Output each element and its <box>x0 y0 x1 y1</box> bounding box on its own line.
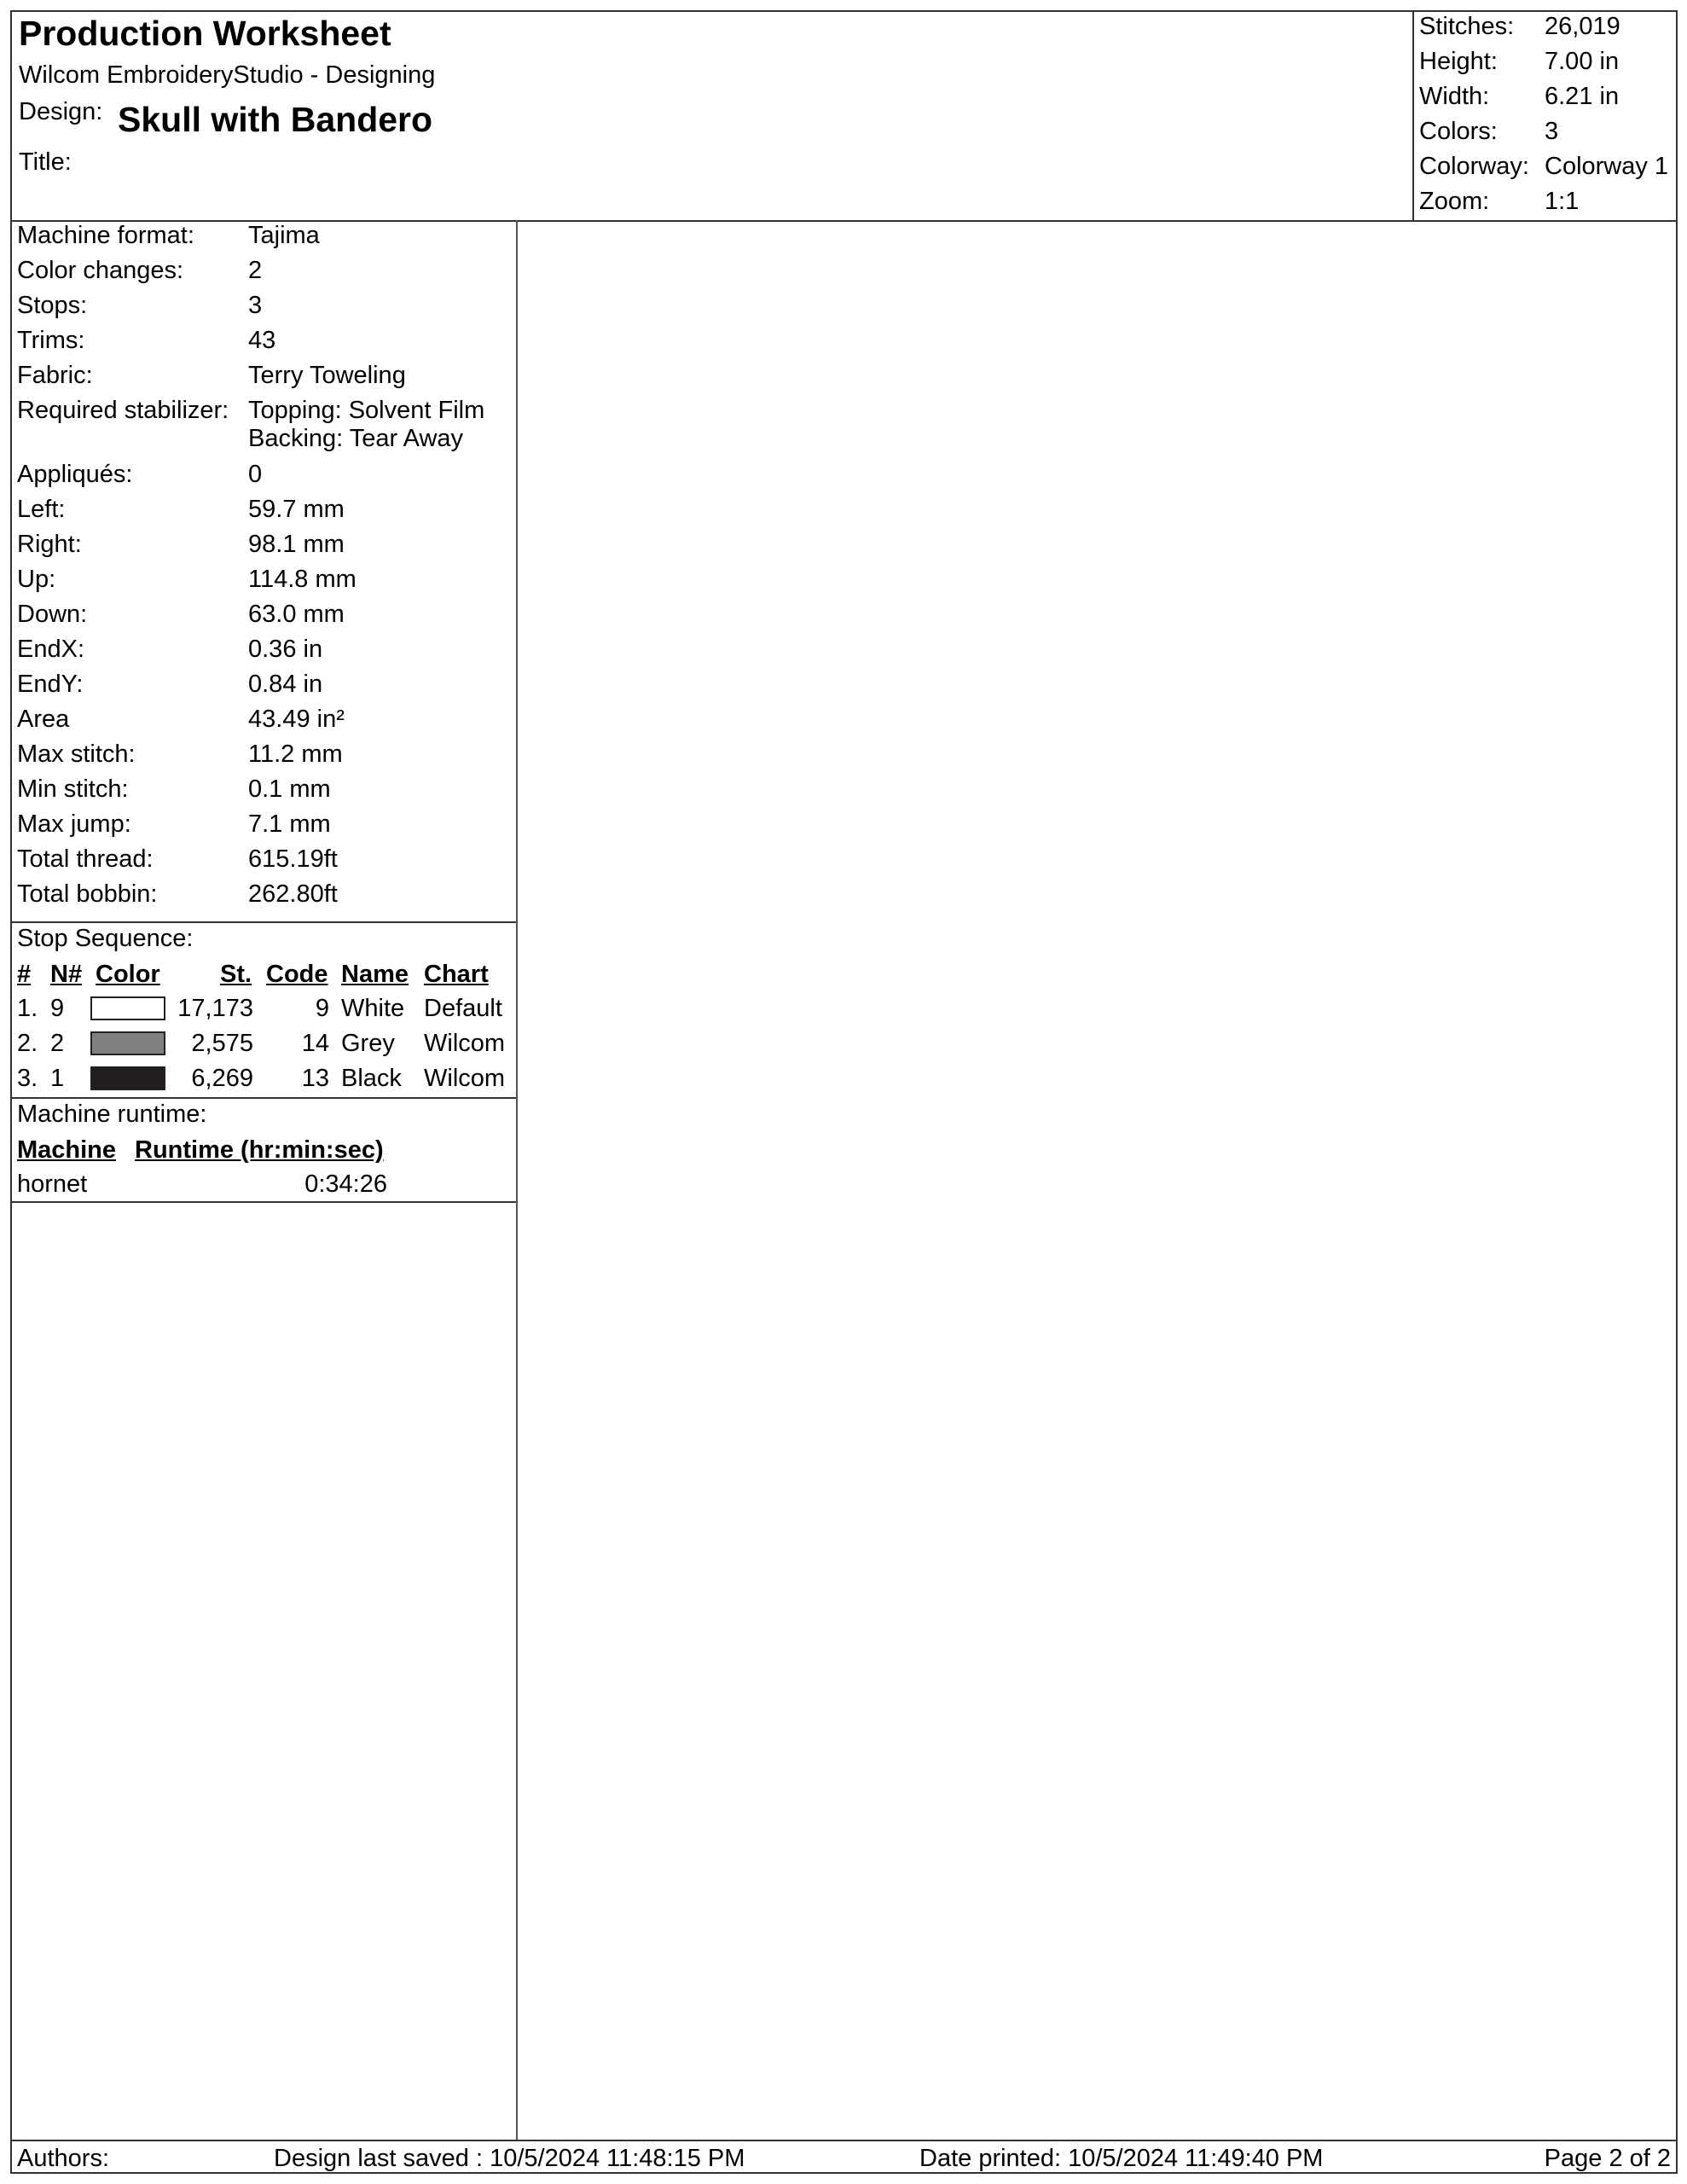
info-label: Up: <box>17 566 56 593</box>
stat-label: Stitches: <box>1419 13 1515 40</box>
col-header-stitches: St. <box>220 961 252 988</box>
machine-runtime-label: Machine runtime: <box>17 1101 207 1128</box>
design-label: Design: <box>19 98 103 125</box>
stat-value: 7.00 in <box>1545 48 1620 75</box>
info-value: 3 <box>248 292 263 319</box>
stat-label: Colors: <box>1419 118 1498 145</box>
row-num: 3. <box>17 1065 38 1092</box>
info-value: Topping: Solvent Film <box>248 397 485 424</box>
col-header-chart: Chart <box>424 961 489 988</box>
info-value: 63.0 mm <box>248 601 345 628</box>
section-divider <box>12 1097 516 1099</box>
info-value: 114.8 mm <box>248 566 357 593</box>
info-value: Tajima <box>248 222 320 249</box>
row-name: White <box>341 995 405 1022</box>
worksheet-header <box>12 12 1676 222</box>
col-header-code: Code <box>266 961 328 988</box>
stat-value: 26,019 <box>1545 13 1620 40</box>
info-label: Area <box>17 706 70 733</box>
row-stitches: 6,269 <box>191 1065 253 1092</box>
color-swatch-black <box>90 1066 165 1090</box>
info-label: Required stabilizer: <box>17 397 229 424</box>
info-label: Left: <box>17 496 66 523</box>
info-label: Stops: <box>17 292 88 319</box>
info-value: 0.36 in <box>248 636 323 663</box>
col-header-machine: Machine <box>17 1136 117 1164</box>
col-header-color: Color <box>96 961 160 988</box>
info-label: Right: <box>17 531 82 558</box>
details-column <box>12 220 518 2140</box>
row-chart: Default <box>424 995 502 1022</box>
row-stitches: 2,575 <box>191 1030 253 1057</box>
row-num: 1. <box>17 995 38 1022</box>
info-value-backing: Backing: Tear Away <box>248 425 464 452</box>
row-chart: Wilcom <box>424 1065 506 1092</box>
section-divider <box>12 921 516 923</box>
row-code: 14 <box>301 1030 329 1057</box>
row-machine: hornet <box>17 1170 88 1198</box>
col-header-name: Name <box>341 961 409 988</box>
stop-sequence-label: Stop Sequence: <box>17 925 194 952</box>
row-needle: 1 <box>50 1065 65 1092</box>
info-label: Min stitch: <box>17 775 129 803</box>
info-label: Trims: <box>17 327 85 354</box>
info-label: Appliqués: <box>17 461 133 488</box>
stat-value: 3 <box>1545 118 1559 145</box>
date-printed: Date printed: 10/5/2024 11:49:40 PM <box>919 2145 1324 2172</box>
info-value: 0.84 in <box>248 671 323 698</box>
info-label: Max jump: <box>17 810 131 838</box>
row-runtime: 0:34:26 <box>304 1170 387 1198</box>
info-label: EndY: <box>17 671 84 698</box>
stat-label: Height: <box>1419 48 1498 75</box>
info-label: EndX: <box>17 636 84 663</box>
row-num: 2. <box>17 1030 38 1057</box>
stat-label: Colorway: <box>1419 153 1529 180</box>
info-label: Total thread: <box>17 845 154 873</box>
worksheet-page <box>10 10 1678 2174</box>
stat-value: 6.21 in <box>1545 83 1620 110</box>
info-value: 0.1 mm <box>248 775 331 803</box>
info-value: 11.2 mm <box>248 741 343 768</box>
info-value: 262.80ft <box>248 880 338 908</box>
info-value: 43 <box>248 327 276 354</box>
row-name: Grey <box>341 1030 395 1057</box>
software-subtitle: Wilcom EmbroideryStudio - Designing <box>19 61 436 89</box>
stat-label: Zoom: <box>1419 188 1490 215</box>
row-code: 13 <box>301 1065 329 1092</box>
design-stats <box>1412 12 1676 220</box>
worksheet-footer <box>12 2140 1676 2175</box>
last-saved: Design last saved : 10/5/2024 11:48:15 PM <box>274 2145 745 2172</box>
title-label: Title: <box>19 148 72 176</box>
info-value: Terry Toweling <box>248 362 406 389</box>
info-label: Color changes: <box>17 257 184 284</box>
row-code: 9 <box>315 995 329 1022</box>
info-value: 7.1 mm <box>248 810 331 838</box>
row-needle: 2 <box>50 1030 65 1057</box>
info-label: Fabric: <box>17 362 93 389</box>
col-header-needle: N# <box>50 961 83 988</box>
col-header-runtime: Runtime (hr:min:sec) <box>135 1136 384 1164</box>
info-value: 43.49 in² <box>248 706 345 733</box>
color-swatch-white <box>90 996 165 1020</box>
info-value: 615.19ft <box>248 845 338 873</box>
info-value: 98.1 mm <box>248 531 345 558</box>
worksheet-title: Production Worksheet <box>19 14 391 53</box>
info-value: 2 <box>248 257 263 284</box>
stat-label: Width: <box>1419 83 1490 110</box>
row-name: Black <box>341 1065 402 1092</box>
authors-label: Authors: <box>17 2145 109 2172</box>
info-label: Max stitch: <box>17 741 136 768</box>
info-label: Down: <box>17 601 88 628</box>
info-value: 0 <box>248 461 263 488</box>
info-label: Machine format: <box>17 222 194 249</box>
section-divider <box>12 1201 516 1203</box>
stat-value: Colorway 1 <box>1545 153 1669 180</box>
info-value: 59.7 mm <box>248 496 345 523</box>
col-header-num: # <box>17 961 32 988</box>
row-chart: Wilcom <box>424 1030 506 1057</box>
design-name: Skull with Bandero <box>118 100 433 139</box>
color-swatch-grey <box>90 1031 165 1055</box>
page-number: Page 2 of 2 <box>1544 2145 1671 2172</box>
stat-value: 1:1 <box>1545 188 1580 215</box>
row-needle: 9 <box>50 995 65 1022</box>
info-label: Total bobbin: <box>17 880 158 908</box>
row-stitches: 17,173 <box>177 995 253 1022</box>
